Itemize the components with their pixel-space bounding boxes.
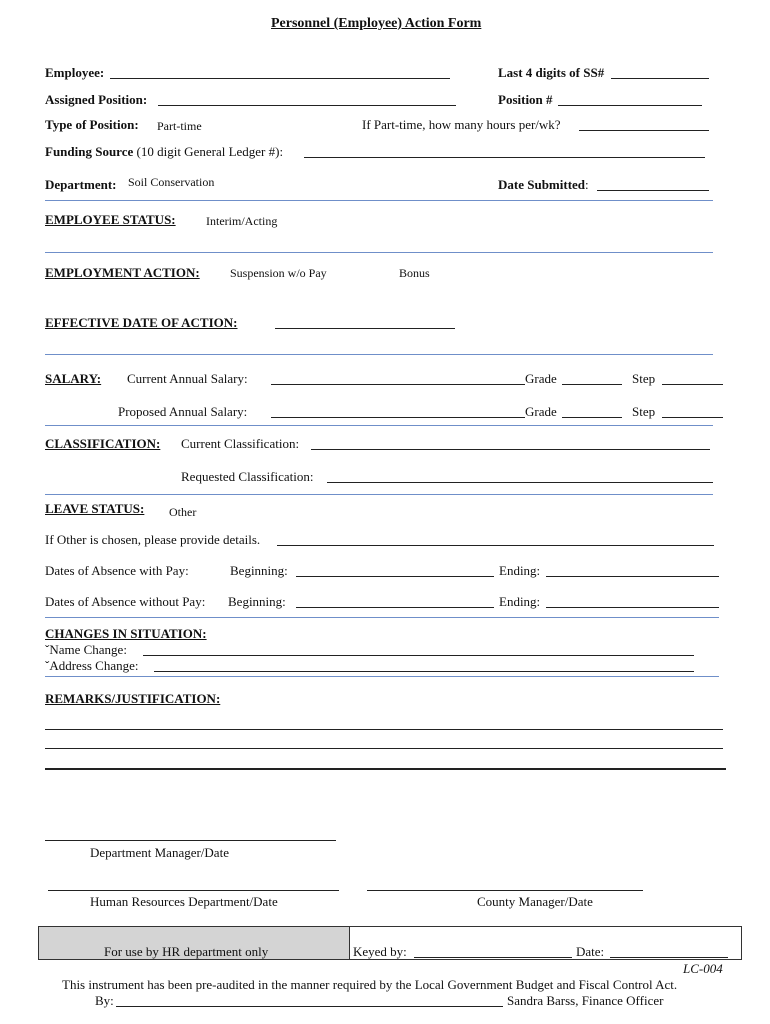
part-time-hours-label: If Part-time, how many hours per/wk? [362,117,561,132]
proposed-salary-field[interactable] [271,417,525,418]
current-step-field[interactable] [662,384,723,385]
employee-label: Employee: [45,65,105,80]
section-divider [45,494,713,495]
current-salary-label: Current Annual Salary: [127,371,248,386]
without-pay-ending-label: Ending: [499,594,541,609]
department-value[interactable]: Soil Conservation [128,175,215,189]
section-divider [45,425,713,426]
address-change-field[interactable] [154,671,694,672]
funding-source-label: Funding Source (10 digit General Ledger #): [45,144,284,159]
current-salary-field[interactable] [271,384,525,385]
proposed-grade-label: Grade [525,404,557,419]
address-change-label: ˇAddress Change: [45,658,139,673]
remarks-line-1[interactable] [45,729,723,730]
section-divider [45,252,713,253]
proposed-step-field[interactable] [662,417,723,418]
with-pay-ending-field[interactable] [546,576,719,577]
section-divider [45,354,713,355]
current-grade-label: Grade [525,371,557,386]
name-change-label: ˇName Change: [45,642,127,657]
ssn-label: Last 4 digits of SS# [498,65,605,80]
hr-department-label: Human Resources Department/Date [90,894,278,909]
keyed-by-field[interactable] [414,957,572,958]
employment-action-value-1[interactable]: Suspension w/o Pay [230,266,327,280]
part-time-hours-field[interactable] [579,130,709,131]
preaudit-statement: This instrument has been pre-audited in the manner required by the Local Government Budget and Fiscal Control Act. [62,977,678,992]
other-details-label: If Other is chosen, please provide details. [45,532,261,547]
leave-status-value[interactable]: Other [169,505,197,519]
type-of-position-value[interactable]: Part-time [157,119,202,133]
position-number-label: Position # [498,92,553,107]
requested-classification-field[interactable] [327,482,713,483]
employee-status-value[interactable]: Interim/Acting [206,214,278,228]
keyed-by-label: Keyed by: [353,944,407,959]
dept-manager-label: Department Manager/Date [90,845,229,860]
without-pay-ending-field[interactable] [546,607,719,608]
assigned-position-label: Assigned Position: [45,92,148,107]
effective-date-field[interactable] [275,328,455,329]
section-divider [45,617,719,618]
remarks-line-2[interactable] [45,748,723,749]
changes-label: CHANGES IN SITUATION: [45,626,207,641]
current-grade-field[interactable] [562,384,622,385]
remarks-label: REMARKS/JUSTIFICATION: [45,691,221,706]
county-manager-signature-line[interactable] [367,890,643,891]
without-pay-beginning-label: Beginning: [228,594,286,609]
absence-without-pay-label: Dates of Absence without Pay: [45,594,206,609]
classification-label: CLASSIFICATION: [45,436,161,451]
current-step-label: Step [632,371,656,386]
proposed-salary-label: Proposed Annual Salary: [118,404,248,419]
employee-field[interactable] [110,78,450,79]
section-divider [45,200,713,201]
hr-use-label: For use by HR department only [104,944,269,959]
salary-label: SALARY: [45,371,102,386]
assigned-position-field[interactable] [158,105,456,106]
employee-status-label: EMPLOYEE STATUS: [45,212,176,227]
date-submitted-field[interactable] [597,190,709,191]
absence-with-pay-label: Dates of Absence with Pay: [45,563,189,578]
by-label: By: [95,993,114,1008]
proposed-grade-field[interactable] [562,417,622,418]
position-number-field[interactable] [558,105,702,106]
ssn-field[interactable] [611,78,709,79]
hr-signature-line[interactable] [48,890,339,891]
page-title: Personnel (Employee) Action Form [271,16,482,31]
effective-date-label: EFFECTIVE DATE OF ACTION: [45,315,238,330]
form-code: LC-004 [683,961,723,976]
name-change-field[interactable] [143,655,694,656]
with-pay-ending-label: Ending: [499,563,541,578]
current-classification-label: Current Classification: [181,436,300,451]
finance-officer-signature-line[interactable] [116,1006,503,1007]
hr-date-label: Date: [576,944,605,959]
other-details-field[interactable] [277,545,714,546]
leave-status-label: LEAVE STATUS: [45,501,145,516]
proposed-step-label: Step [632,404,656,419]
with-pay-beginning-label: Beginning: [230,563,288,578]
employment-action-label: EMPLOYMENT ACTION: [45,265,200,280]
with-pay-beginning-field[interactable] [296,576,494,577]
finance-officer-name: Sandra Barss, Finance Officer [507,993,664,1008]
section-divider [45,676,719,677]
hr-date-field[interactable] [610,957,728,958]
funding-source-field[interactable] [304,157,705,158]
without-pay-beginning-field[interactable] [296,607,494,608]
dept-manager-signature-line[interactable] [45,840,336,841]
date-submitted-label: Date Submitted: [498,177,589,192]
current-classification-field[interactable] [311,449,710,450]
county-manager-label: County Manager/Date [477,894,593,909]
type-of-position-label: Type of Position: [45,117,139,132]
department-label: Department: [45,177,117,192]
remarks-bottom-rule [45,768,726,770]
requested-classification-label: Requested Classification: [181,469,314,484]
employment-action-value-2[interactable]: Bonus [399,266,430,280]
